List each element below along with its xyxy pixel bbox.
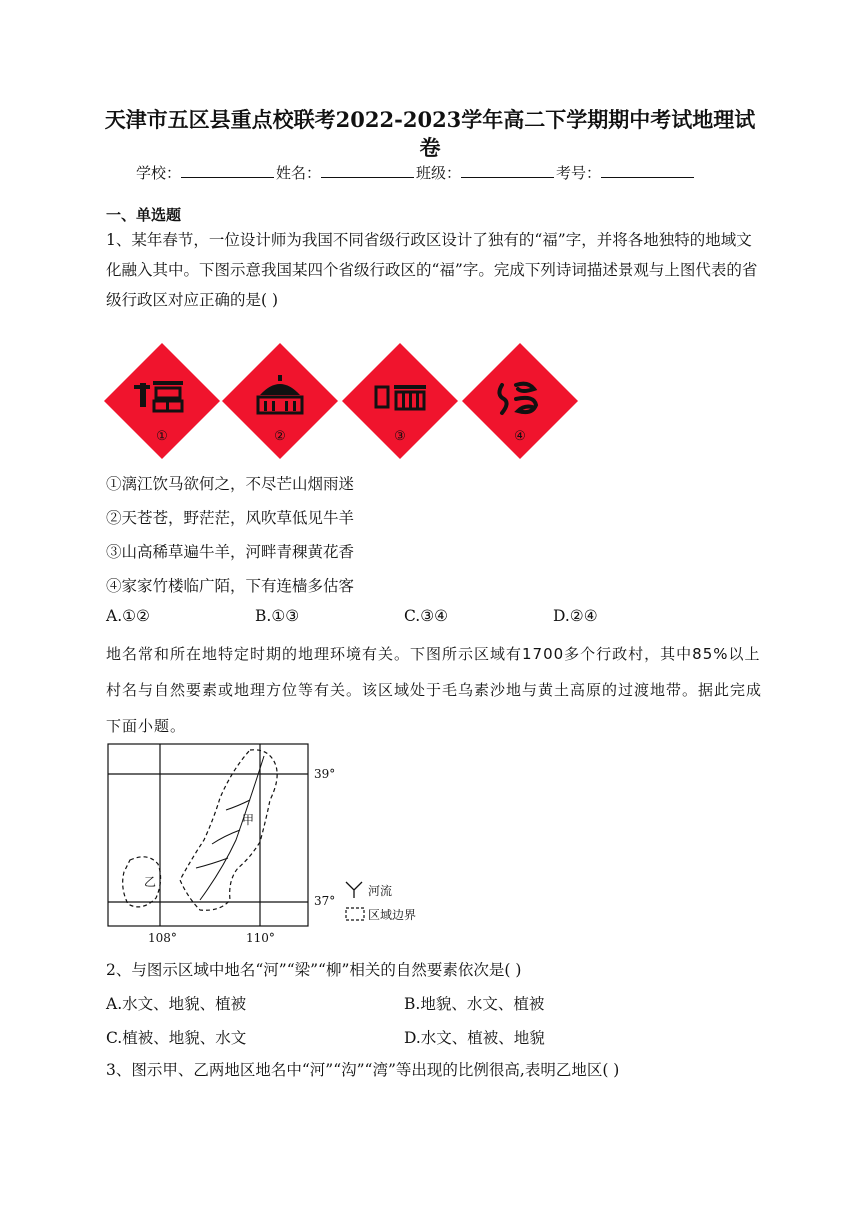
label-jia: 甲 xyxy=(242,813,255,827)
lat-37: 37° xyxy=(314,894,336,908)
section-heading: 一、单选题 xyxy=(106,206,182,224)
name-blank xyxy=(321,163,414,178)
q2-option-a[interactable]: A.水文、地貌、植被 xyxy=(106,995,247,1013)
fu-figure-2 xyxy=(222,343,338,463)
lat-39: 39° xyxy=(314,767,336,781)
q2-option-b[interactable]: B.地貌、水文、植被 xyxy=(404,995,545,1013)
fu-figure-4 xyxy=(462,343,578,463)
fu-figure-3 xyxy=(342,343,458,463)
question-3-stem: 3、图示甲、乙两地区地名中“河”“沟”“湾”等出现的比例很高,表明乙地区( ) xyxy=(106,1061,620,1079)
question-1-stem: 1、某年春节，一位设计师为我国不同省级行政区设计了独有的“福”字，并将各地独特的地域文化融入其中。下图示意我国某四个省级行政区的“福”字。完成下列诗词描述景观与上图代表的省级行政区对应正确的是( ) xyxy=(106,231,758,309)
school-blank xyxy=(181,163,274,178)
question-2-stem: 2、与图示区域中地名“河”“梁”“柳”相关的自然要素依次是( ) xyxy=(106,961,522,979)
class-blank xyxy=(461,163,554,178)
q1-item-2: ②天苍苍，野茫茫，风吹草低见牛羊 xyxy=(106,509,355,527)
legend-border-label: 区域边界 xyxy=(368,908,417,922)
legend-river-label: 河流 xyxy=(368,884,393,898)
q1-item-3: ③山高稀草遍牛羊，河畔青稞黄花香 xyxy=(106,543,355,561)
border-legend-icon xyxy=(346,908,364,920)
figure-label-2: ② xyxy=(274,429,286,444)
lon-108: 108° xyxy=(148,931,177,945)
class-label: 班级： xyxy=(416,164,462,182)
q1-option-b[interactable]: B.①③ xyxy=(255,607,300,625)
name-label: 姓名： xyxy=(276,164,322,182)
lon-110: 110° xyxy=(246,931,275,945)
figure-label-1: ① xyxy=(156,429,168,444)
q1-option-c[interactable]: C.③④ xyxy=(404,607,449,625)
region-map xyxy=(100,740,445,949)
q1-item-4: ④家家竹楼临广陌，下有连樯多估客 xyxy=(106,577,355,595)
label-yi: 乙 xyxy=(144,875,157,889)
figure-label-4: ④ xyxy=(514,429,526,444)
reading-passage: 地名常和所在地特定时期的地理环境有关。下图所示区域有1700多个行政村，其中85%以上村名与自然要素或地理方位等有关。该区域处于毛乌素沙地与黄土高原的过渡地带。据此完成下面小题。 xyxy=(106,645,763,735)
fu-figure-1 xyxy=(104,343,220,463)
river-lines xyxy=(196,756,264,900)
map-legend xyxy=(346,882,416,922)
figure-label-3: ③ xyxy=(394,429,406,444)
q2-option-d[interactable]: D.水文、植被、地貌 xyxy=(404,1029,545,1047)
q1-option-a[interactable]: A.①② xyxy=(106,607,150,625)
school-label: 学校： xyxy=(136,164,182,182)
q2-option-c[interactable]: C.植被、地貌、水文 xyxy=(106,1029,247,1047)
page-title: 天津市五区县重点校联考2022-2023学年高二下学期期中考试地理试卷 xyxy=(104,107,756,160)
number-blank xyxy=(601,163,694,178)
student-info-line xyxy=(136,162,696,183)
q1-option-d[interactable]: D.②④ xyxy=(553,607,598,625)
river-legend-icon xyxy=(346,882,362,898)
number-label: 考号： xyxy=(556,164,602,182)
q1-item-1: ①漓江饮马欲何之，不尽芒山烟雨迷 xyxy=(106,475,355,493)
map-grid xyxy=(108,744,308,926)
